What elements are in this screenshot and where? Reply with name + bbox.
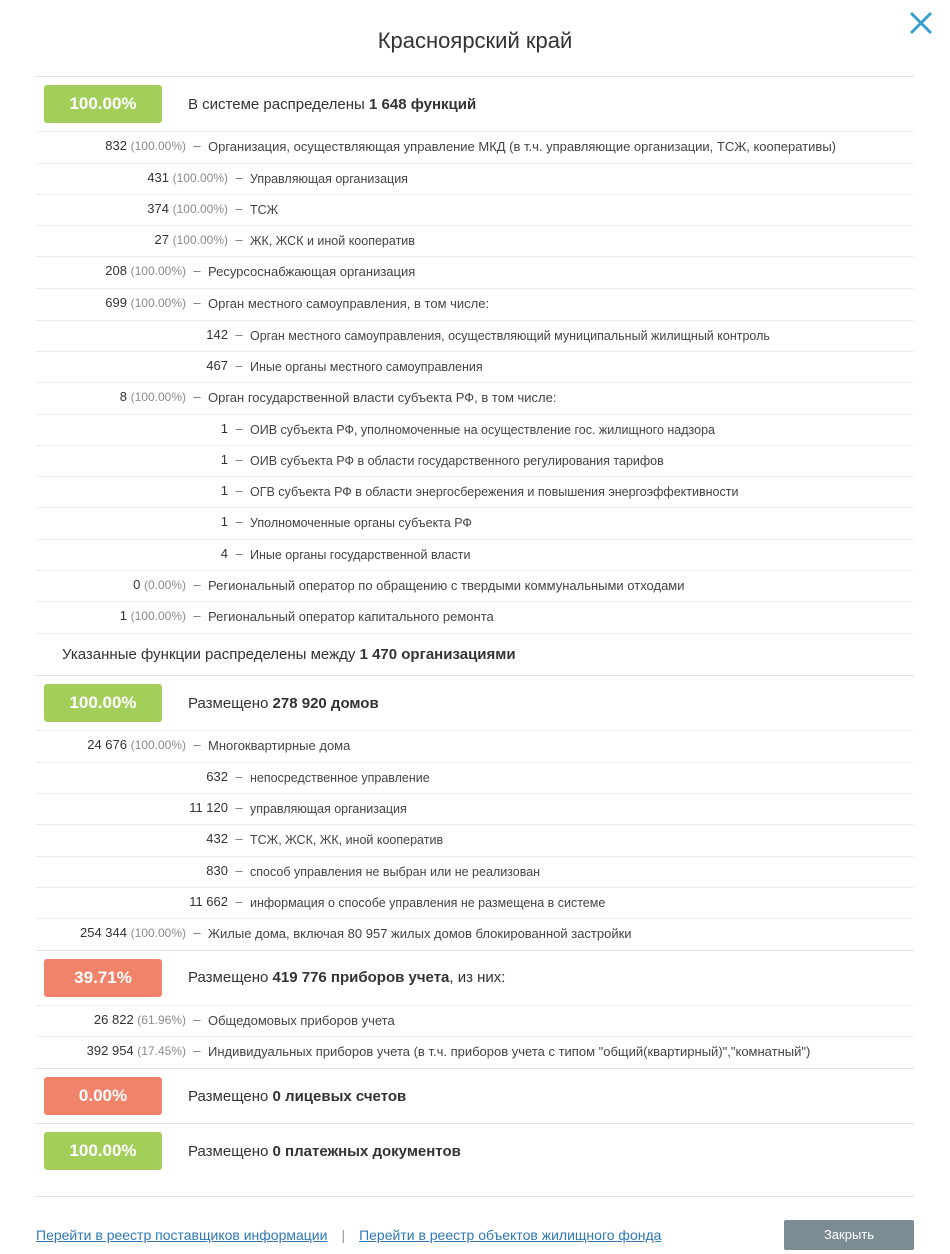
- detail-label: ОИВ субъекта РФ, уполномоченные на осуществление гос. жилищного надзора: [250, 423, 715, 437]
- detail-number: 1: [220, 452, 228, 468]
- detail-number: 1: [220, 421, 228, 436]
- status-badge: 39.71%: [44, 959, 162, 997]
- statistic-header-row: [36, 676, 914, 730]
- detail-percent: (100.00%): [172, 170, 228, 185]
- detail-label: Индивидуальных приборов учета (в т.ч. приборов учета с типом "общий(квартирный)","комнатный"): [208, 1044, 811, 1060]
- statistic-detail-row: [36, 887, 914, 918]
- statistic-header-row: [36, 951, 914, 1005]
- dash-separator: –: [193, 263, 201, 279]
- dialog-footer: [36, 1196, 914, 1254]
- dash-separator: –: [235, 200, 243, 216]
- detail-number: 11 120: [189, 800, 228, 816]
- detail-count: [36, 925, 186, 940]
- status-badge: 0.00%: [44, 1077, 162, 1115]
- dash-separator: –: [193, 389, 201, 405]
- close-button[interactable]: Закрыть: [784, 1220, 914, 1250]
- statistic-detail-row: [36, 824, 914, 855]
- detail-label: Иные органы местного самоуправления: [250, 360, 483, 375]
- label-value: 0 платежных документов: [272, 1142, 461, 1160]
- detail-percent: (100.00%): [130, 264, 186, 279]
- detail-number: 374: [147, 200, 169, 216]
- detail-number: 432: [206, 831, 228, 847]
- detail-number: 632: [206, 769, 228, 785]
- statistic-detail-row: [36, 351, 914, 382]
- statistic-detail-row: [36, 507, 914, 538]
- detail-number: 1: [119, 608, 127, 624]
- detail-label: Орган государственной власти субъекта РФ, в том числе:: [208, 390, 557, 406]
- detail-label: ТСЖ, ЖСК, ЖК, иной кооператив: [250, 833, 444, 848]
- dash-separator: –: [235, 169, 243, 185]
- dash-separator: –: [235, 800, 243, 816]
- detail-count: [36, 327, 228, 342]
- detail-label: Орган местного самоуправления, в том числе:: [208, 296, 490, 312]
- detail-number: 8: [119, 389, 127, 405]
- detail-number: 208: [105, 263, 127, 279]
- detail-label: Региональный оператор по обращению с твердыми коммунальными отходами: [208, 577, 685, 593]
- statistic-group: [36, 1068, 914, 1123]
- statistic-detail-row: [36, 476, 914, 507]
- dash-separator: –: [235, 232, 243, 248]
- detail-label: Иные органы государственной власти: [250, 547, 471, 562]
- dash-separator: –: [235, 862, 243, 878]
- detail-percent: (100.00%): [130, 390, 186, 405]
- detail-number: 11 662: [189, 893, 228, 909]
- dash-separator: –: [235, 514, 243, 530]
- detail-number: 467: [206, 358, 228, 374]
- statistic-detail-row: [36, 601, 914, 633]
- detail-number: 832: [105, 138, 127, 153]
- statistic-detail-row: [36, 320, 914, 351]
- detail-number: 699: [105, 295, 127, 311]
- dash-separator: –: [235, 421, 243, 436]
- statistic-detail-row: [36, 194, 914, 225]
- statistic-detail-row: [36, 539, 914, 570]
- detail-count: [36, 769, 228, 784]
- statistic-detail-row: [36, 382, 914, 414]
- note-text: [36, 646, 516, 663]
- detail-number: 142: [206, 326, 228, 342]
- note-value: 1 470 организациями: [359, 646, 516, 664]
- detail-percent: (17.45%): [137, 1044, 186, 1059]
- dash-separator: –: [193, 295, 201, 311]
- detail-label: Ресурсоснабжающая организация: [208, 264, 416, 280]
- sections-container: [36, 76, 914, 1178]
- statistic-header-label: [188, 969, 505, 986]
- detail-label: Управляющая организация: [250, 171, 408, 186]
- statistic-detail-row: [36, 730, 914, 762]
- link-suppliers-registry[interactable]: Перейти в реестр поставщиков информации: [36, 1226, 328, 1243]
- footer-separator: |: [341, 1226, 346, 1243]
- detail-count: [36, 421, 228, 436]
- dash-separator: –: [193, 1011, 201, 1027]
- detail-number: 4: [220, 545, 228, 561]
- statistic-detail-row: [36, 163, 914, 194]
- statistic-detail-row: [36, 793, 914, 824]
- detail-label: ЖК, ЖСК и иной кооператив: [250, 234, 415, 249]
- statistic-header-row: [36, 1069, 914, 1123]
- statistic-detail-row: [36, 256, 914, 288]
- note-prefix: Указанные функции распределены между: [62, 646, 360, 664]
- detail-count: [36, 389, 186, 404]
- status-badge: 100.00%: [44, 1132, 162, 1170]
- detail-number: 26 822: [93, 1011, 134, 1027]
- label-value: 1 648 функций: [369, 95, 477, 113]
- detail-count: [36, 608, 186, 623]
- detail-percent: (100.00%): [130, 609, 186, 624]
- detail-label: Региональный оператор капитального ремонта: [208, 609, 494, 625]
- link-housing-objects-registry[interactable]: Перейти в реестр объектов жилищного фонда: [359, 1226, 662, 1243]
- statistic-header-row: [36, 1124, 914, 1178]
- detail-percent: (100.00%): [130, 139, 186, 153]
- detail-label: способ управления не выбран или не реализован: [250, 864, 541, 879]
- status-badge: 100.00%: [44, 684, 162, 722]
- statistic-detail-row: [36, 131, 914, 163]
- detail-number: 27: [154, 232, 169, 248]
- detail-count: [36, 358, 228, 373]
- statistic-detail-row: [36, 856, 914, 887]
- detail-count: [36, 800, 228, 815]
- detail-count: [36, 577, 186, 592]
- statistic-group: [36, 675, 914, 949]
- status-badge: 100.00%: [44, 85, 162, 123]
- detail-count: [36, 138, 186, 153]
- label-suffix: , из них:: [449, 969, 506, 987]
- detail-count: [36, 452, 228, 467]
- label-prefix: Размещено: [188, 1087, 273, 1105]
- footer-links: [36, 1227, 661, 1243]
- detail-label: Многоквартирные дома: [208, 738, 351, 754]
- dash-separator: –: [235, 358, 243, 374]
- detail-count: [36, 1012, 186, 1027]
- detail-count: [36, 263, 186, 278]
- detail-count: [36, 170, 228, 185]
- dash-separator: –: [235, 326, 243, 342]
- detail-count: [36, 514, 228, 529]
- dash-separator: –: [235, 893, 243, 909]
- detail-count: [36, 1043, 186, 1058]
- detail-count: [36, 737, 186, 752]
- detail-number: 830: [206, 862, 228, 878]
- dash-separator: –: [235, 831, 243, 847]
- statistic-detail-row: [36, 570, 914, 602]
- detail-count: [36, 546, 228, 561]
- label-value: 0 лицевых счетов: [272, 1087, 407, 1105]
- detail-count: [36, 295, 186, 310]
- dash-separator: –: [235, 452, 243, 468]
- dash-separator: –: [193, 737, 201, 753]
- detail-number: 392 954: [86, 1043, 134, 1059]
- dash-separator: –: [193, 1043, 201, 1059]
- detail-count: [36, 894, 228, 909]
- dash-separator: –: [193, 608, 201, 624]
- detail-label: Организация, осуществляющая управление МКД (в т.ч. управляющие организации, ТСЖ, кооперативы): [208, 139, 836, 154]
- detail-number: 1: [220, 483, 228, 499]
- detail-number: 254 344: [80, 924, 127, 940]
- detail-label: информация о способе управления не размещена в системе: [250, 895, 606, 910]
- dash-separator: –: [193, 576, 201, 592]
- detail-label: Уполномоченные органы субъекта РФ: [250, 516, 472, 531]
- label-value: 419 776 приборов учета: [272, 969, 450, 987]
- statistic-header-label: [188, 695, 379, 712]
- detail-percent: (100.00%): [172, 233, 228, 248]
- detail-count: [36, 863, 228, 878]
- detail-number: 0: [133, 576, 141, 592]
- dialog-body: [0, 76, 950, 1178]
- statistic-detail-row: [36, 445, 914, 476]
- statistic-header-label: [188, 1088, 406, 1105]
- dash-separator: –: [193, 138, 201, 153]
- statistic-header-label: [188, 1143, 461, 1160]
- dash-separator: –: [235, 769, 243, 785]
- statistic-note-row: [36, 633, 914, 675]
- detail-label: ОИВ субъекта РФ в области государственного регулирования тарифов: [250, 454, 664, 469]
- statistic-group: [36, 76, 914, 675]
- detail-label: Жилые дома, включая 80 957 жилых домов блокированной застройки: [208, 925, 632, 941]
- detail-label: Орган местного самоуправления, осуществляющий муниципальный жилищный контроль: [250, 328, 770, 343]
- dash-separator: –: [235, 483, 243, 499]
- detail-percent: (100.00%): [130, 925, 186, 940]
- detail-number: 431: [147, 169, 169, 185]
- detail-percent: (0.00%): [143, 577, 186, 592]
- statistic-detail-row: [36, 1005, 914, 1037]
- label-value: 278 920 домов: [272, 694, 379, 712]
- statistic-detail-row: [36, 225, 914, 256]
- statistic-detail-row: [36, 918, 914, 950]
- detail-number: 24 676: [87, 737, 127, 753]
- label-prefix: Размещено: [188, 1142, 273, 1160]
- close-icon[interactable]: [906, 8, 936, 38]
- detail-count: [36, 483, 228, 498]
- label-prefix: Размещено: [188, 694, 273, 712]
- detail-count: [36, 831, 228, 846]
- statistic-header-label: [188, 96, 476, 113]
- label-prefix: В системе распределены: [188, 95, 370, 113]
- statistic-group: [36, 950, 914, 1069]
- statistic-detail-row: [36, 1036, 914, 1068]
- detail-label: Общедомовых приборов учета: [208, 1012, 395, 1028]
- dash-separator: –: [193, 924, 201, 940]
- detail-count: [36, 232, 228, 247]
- detail-label: ТСЖ: [250, 202, 279, 217]
- detail-label: управляющая организация: [250, 802, 407, 817]
- dash-separator: –: [235, 545, 243, 561]
- page-title: Красноярский край: [377, 28, 573, 53]
- statistic-detail-row: [36, 288, 914, 320]
- detail-percent: (100.00%): [130, 738, 186, 753]
- detail-percent: (100.00%): [172, 201, 228, 216]
- statistic-header-row: [36, 77, 914, 131]
- detail-count: [36, 201, 228, 216]
- statistic-detail-row: [36, 762, 914, 793]
- detail-percent: (100.00%): [130, 296, 186, 311]
- label-prefix: Размещено: [188, 969, 273, 987]
- detail-number: 1: [220, 514, 228, 530]
- detail-label: ОГВ субъекта РФ в области энергосбережения и повышения энергоэффективности: [250, 485, 739, 500]
- statistic-group: [36, 1123, 914, 1178]
- detail-label: непосредственное управление: [250, 771, 430, 786]
- detail-percent: (61.96%): [137, 1012, 186, 1027]
- statistic-detail-row: [36, 414, 914, 445]
